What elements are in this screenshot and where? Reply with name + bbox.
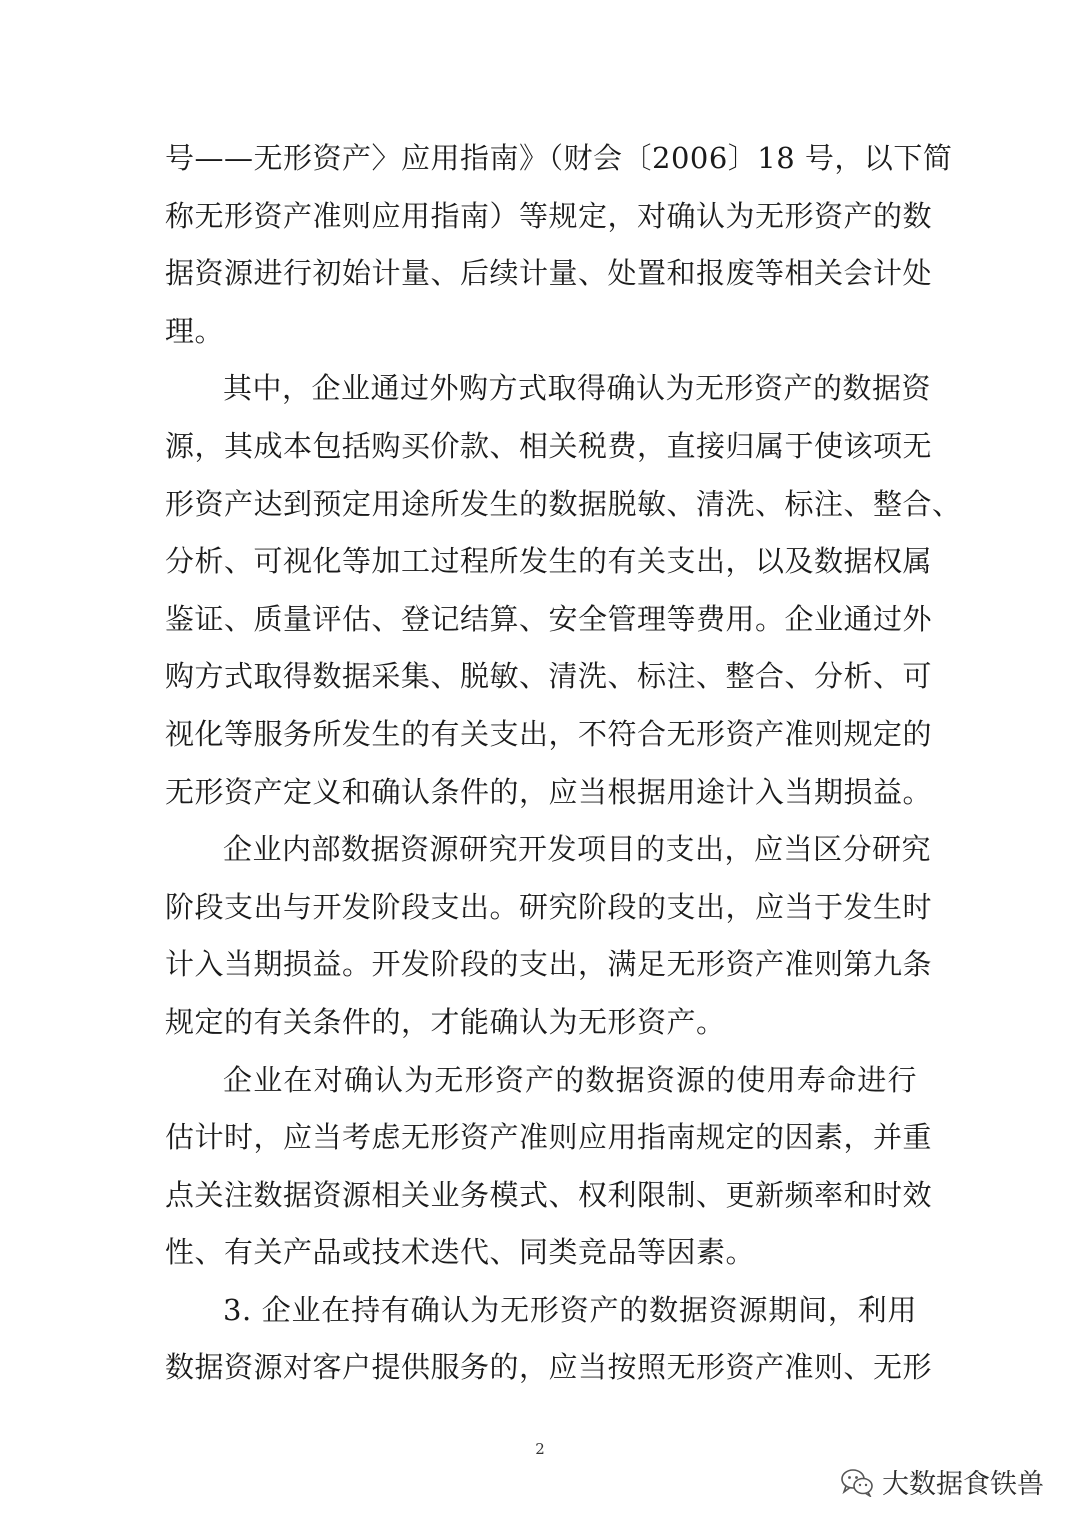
watermark-text: 大数据食铁兽 <box>882 1469 1044 1500</box>
text-line: 阶段支出与开发阶段支出。研究阶段的支出，应当于发生时 <box>165 889 933 924</box>
text-line: 规定的有关条件的，才能确认为无形资产。 <box>165 1004 726 1039</box>
text-line: 数据资源对客户提供服务的，应当按照无形资产准则、无形 <box>165 1350 933 1385</box>
text-line: 号——无形资产〉应用指南》（财会〔2006〕18 号，以下简 <box>165 141 953 175</box>
text-line: 称无形资产准则应用指南）等规定，对确认为无形资产的数 <box>165 198 933 233</box>
page-number: 2 <box>535 1440 545 1458</box>
text-line: 企业在对确认为无形资产的数据资源的使用寿命进行 <box>223 1062 917 1097</box>
text-line: 其中，企业通过外购方式取得确认为无形资产的数据资 <box>223 371 932 406</box>
text-line: 鉴证、质量评估、登记结算、安全管理等费用。企业通过外 <box>165 601 933 636</box>
body-text <box>165 130 962 1397</box>
text-line: 据资源进行初始计量、后续计量、处置和报废等相关会计处 <box>165 256 933 291</box>
text-line: 3. 企业在持有确认为无形资产的数据资源期间，利用 <box>223 1292 917 1327</box>
text-line: 分析、可视化等加工过程所发生的有关支出，以及数据权属 <box>165 544 933 579</box>
text-line: 估计时，应当考虑无形资产准则应用指南规定的因素，并重 <box>165 1120 933 1155</box>
text-line: 理。 <box>165 313 225 348</box>
text-line: 性、有关产品或技术迭代、同类竞品等因素。 <box>165 1235 756 1270</box>
text-line: 购方式取得数据采集、脱敏、清洗、标注、整合、分析、可 <box>165 659 933 694</box>
text-line: 企业内部数据资源研究开发项目的支出，应当区分研究 <box>223 832 932 867</box>
text-line: 形资产达到预定用途所发生的数据脱敏、清洗、标注、整合、 <box>165 486 962 521</box>
watermark <box>840 1462 1044 1501</box>
text-line: 点关注数据资源相关业务模式、权利限制、更新频率和时效 <box>165 1177 933 1212</box>
text-line: 无形资产定义和确认条件的，应当根据用途计入当期损益。 <box>165 774 933 809</box>
wechat-icon <box>840 1467 874 1497</box>
text-line: 源，其成本包括购买价款、相关税费，直接归属于使该项无 <box>165 428 933 463</box>
text-line: 视化等服务所发生的有关支出，不符合无形资产准则规定的 <box>165 716 933 751</box>
text-line: 计入当期损益。开发阶段的支出，满足无形资产准则第九条 <box>165 947 933 982</box>
